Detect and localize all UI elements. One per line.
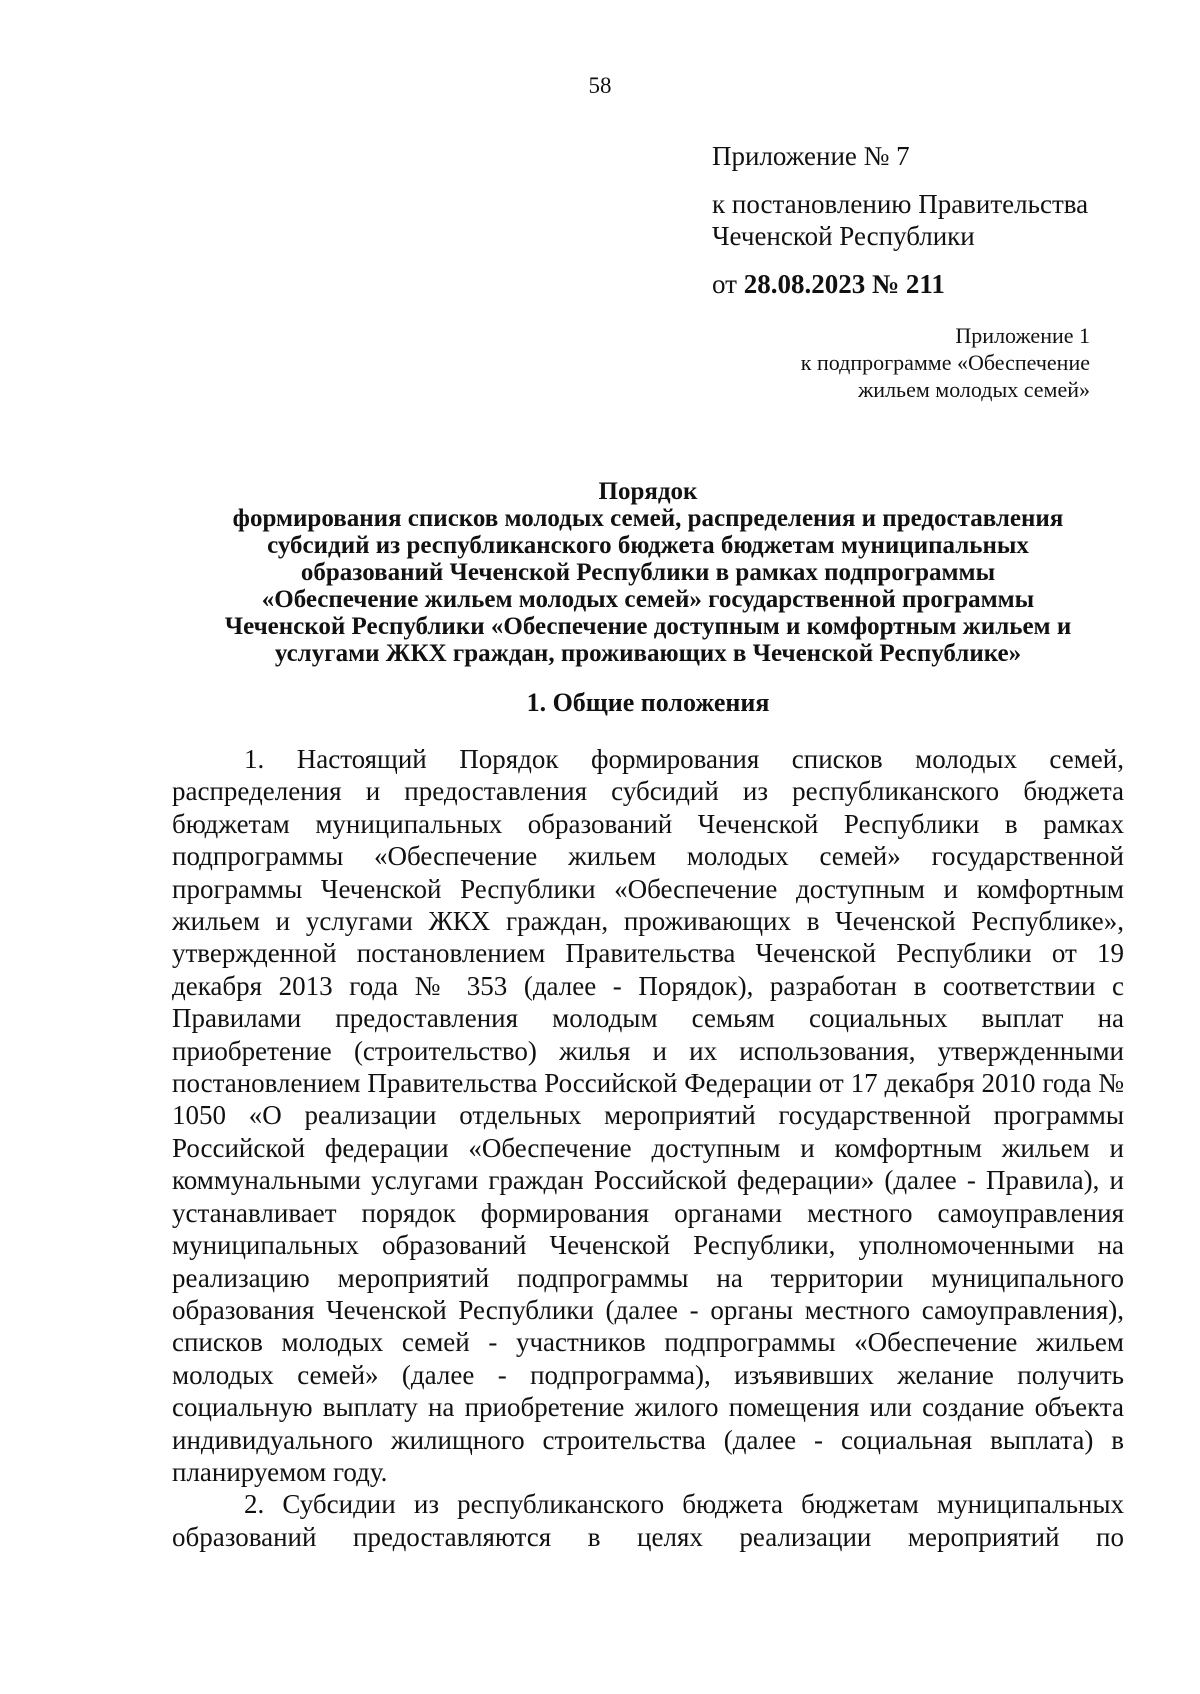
section-heading: 1. Общие положения [526,688,770,717]
appendix-7-resolution: к постановлению Правительства [712,189,1089,219]
paragraph-2: 2. Субсидии из республиканского бюджета бюджетам муниципальных образований предоставляются в целях реализации мероприятий по [172,1489,1124,1552]
title-line-4: образований Чеченской Республики в рамках подпрограммы [300,559,996,586]
appendix-1-title: Приложение 1 [955,323,1090,348]
paragraph-1: 1. Настоящий Порядок формирования списков молодых семей, распределения и предоставления субсидий из республиканского бюджета бюджетам муниципальных образований Чеченской Республики в рамках подпрограммы «Обеспечение жильем молодых семей» государственной программы Чеченской Республики «Обеспечение доступным и комфортным жильем и услугами ЖКХ граждан, проживающих в Чеченской Республике», утвержденной постановлением Правительства Чеченской Республики от 19 декабря 2013 года № 353 (далее - Порядок), разработан в соответствии с Правилами предоставления молодым семьям социальных выплат на приобретение (строительство) жилья и их использования, утвержденными постановлением Правительства Российской Федерации от 17 декабря 2010 года № 1050 «О реализации отдельных мероприятий государственной программы Российской федерации «Обеспечение доступным и комфортным жильем и коммунальными услугами граждан Российской федерации» (далее - Правила), и устанавливает порядок формирования органами местного самоуправления муниципальных образований Чеченской Республики, уполномоченными на реализацию мероприятий подпрограммы на территории муниципального образования Чеченской Республики (далее - органы местного самоуправления), списков молодых семей - участников подпрограммы «Обеспечение жильем молодых семей» (далее - подпрограмма), изъявивших желание получить социальную выплату на приобретение жилого помещения или создание объекта индивидуального жилищного строительства (далее - социальная выплата) в планируемом году. [172,744,1124,1487]
appendix-7-date-number: 28.08.2023 № 211 [743,269,945,299]
title-line-5: «Обеспечение жильем молодых семей» государственной программы [261,586,1035,613]
title-line-1: Порядок [598,478,698,505]
appendix-7-date-prefix: от [712,269,744,299]
title-line-2: формирования списков молодых семей, распределения и предоставления [232,505,1064,532]
appendix-7-date-line [712,268,1152,300]
appendix-7-title: Приложение № 7 [712,141,910,171]
section-body [172,743,1124,1553]
title-line-6: Чеченской Республики «Обеспечение доступным и комфортным жильем и [224,613,1072,640]
appendix-7-republic: Чеченской Республики [712,221,975,251]
document-title [172,478,1124,667]
appendix-1-subprogram-name: жильем молодых семей» [858,377,1090,402]
title-line-7: услугами ЖКХ граждан, проживающих в Чеченской Республике» [274,640,1022,667]
page-number: 58 [588,73,612,98]
appendix-7-header [712,140,1152,300]
appendix-1-header [700,322,1090,403]
title-line-3: субсидий из республиканского бюджета бюджетам муниципальных [267,532,1029,559]
appendix-1-subprogram: к подпрограмме «Обеспечение [800,350,1090,375]
